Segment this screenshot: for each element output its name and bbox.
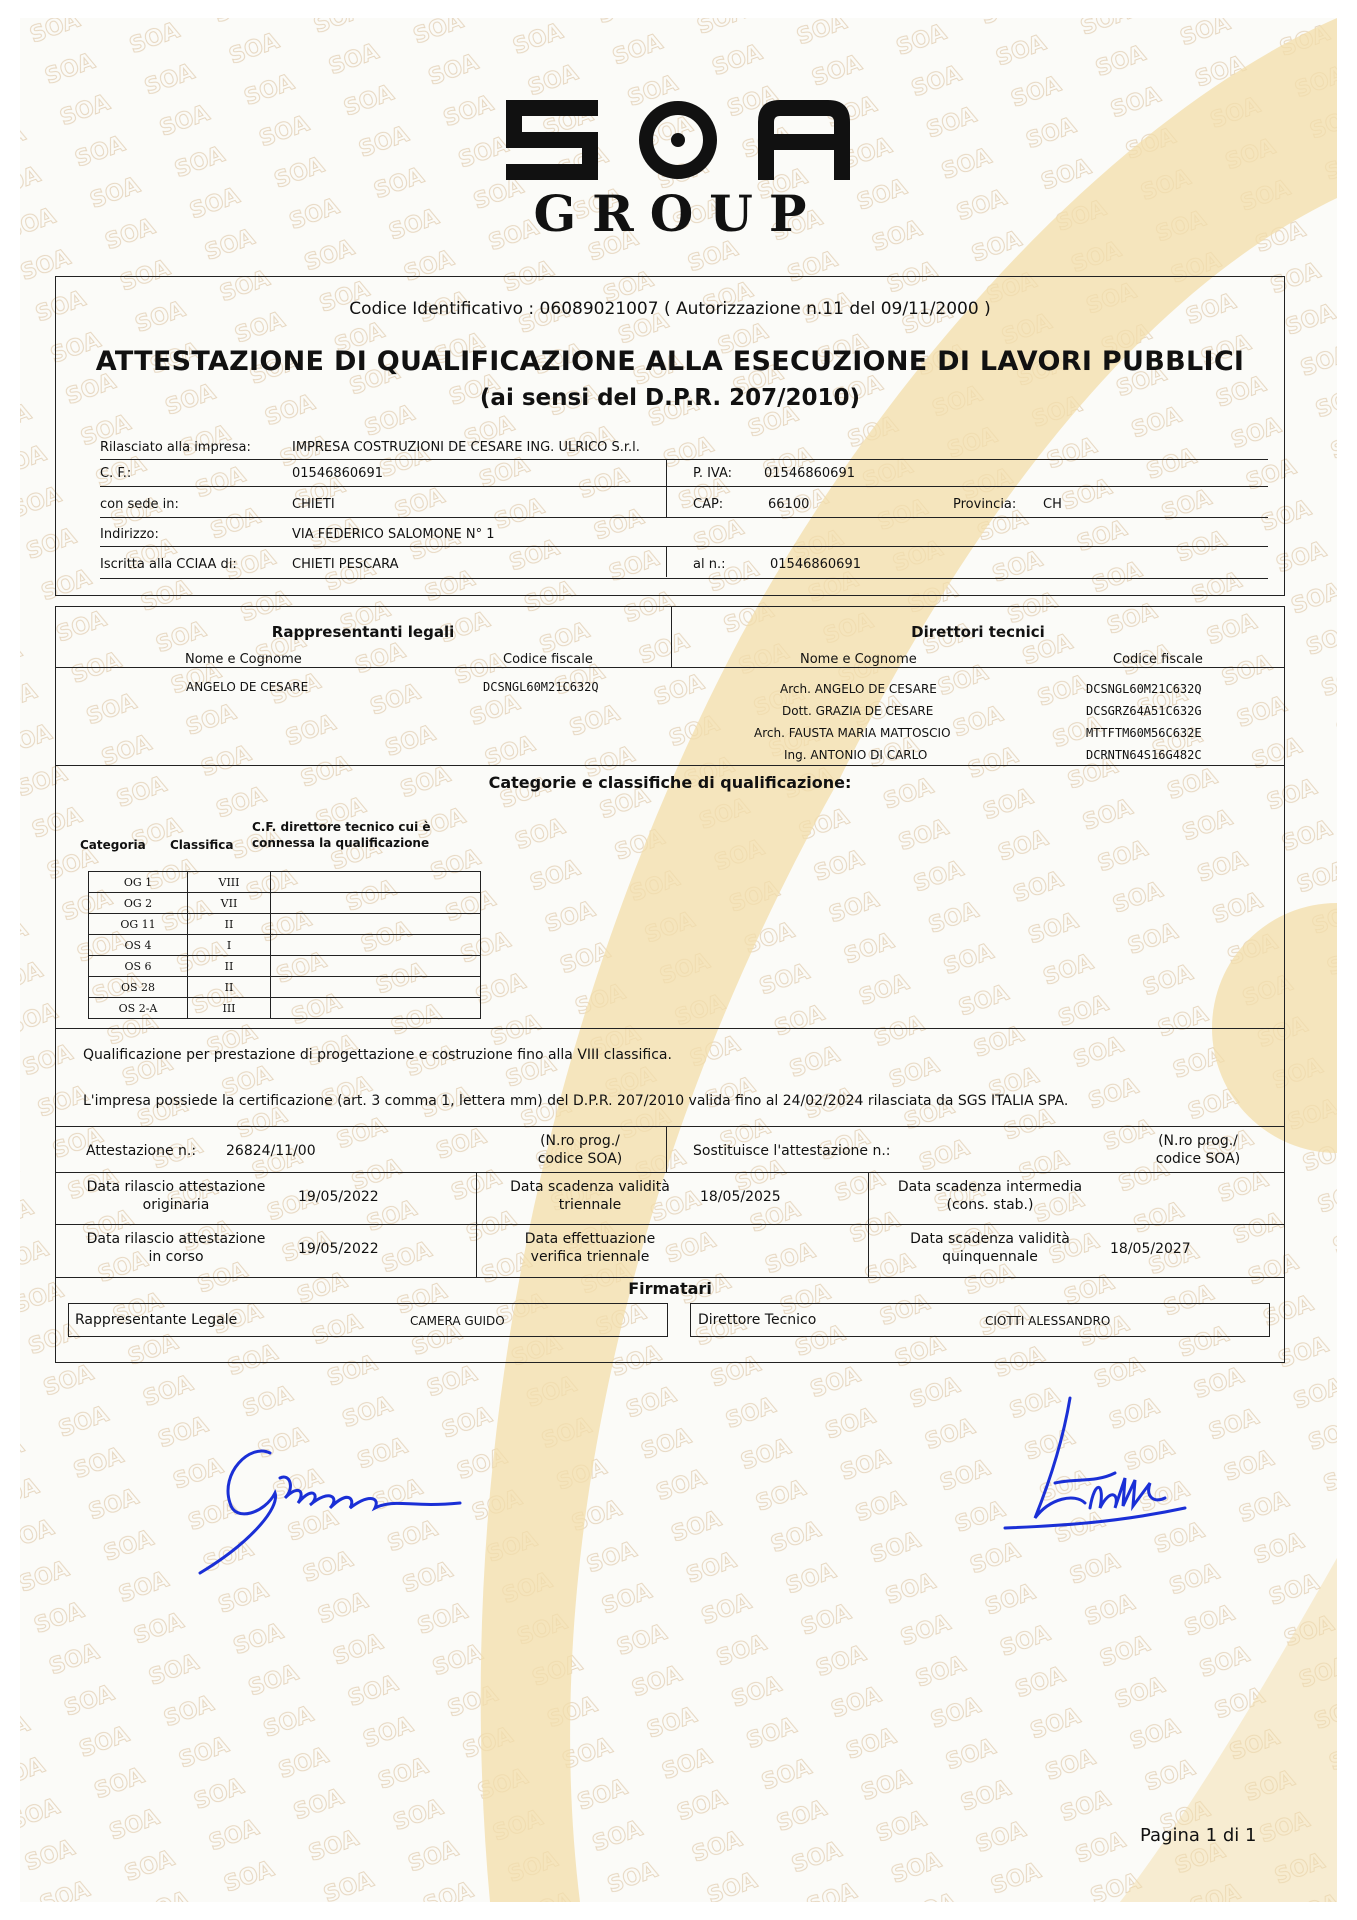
tecnici-cf: MTTFTM60M56C632E xyxy=(1086,726,1202,740)
classifica-cell: II xyxy=(188,977,271,998)
divider xyxy=(100,578,1268,579)
cf-cell xyxy=(271,893,481,914)
table-row xyxy=(89,914,481,935)
piva-label: P. IVA: xyxy=(693,466,733,481)
nro-prog-line2: codice SOA) xyxy=(537,1151,623,1167)
divider xyxy=(100,546,1268,547)
firmatari-heading: Firmatari xyxy=(628,1279,712,1298)
divider xyxy=(100,486,1268,487)
scad-quinq-value: 18/05/2027 xyxy=(1110,1241,1191,1257)
tecnici-col-cf: Codice fiscale xyxy=(1113,652,1203,667)
divider xyxy=(476,1173,477,1277)
classifica-cell: VIII xyxy=(188,872,271,893)
tecnici-cf: DCRNTN64S16G482C xyxy=(1086,748,1202,762)
sede-value: CHIETI xyxy=(292,497,335,512)
sostituisce-label: Sostituisce l'attestazione n.: xyxy=(693,1143,891,1159)
divider xyxy=(56,667,1284,668)
classifica-cell: II xyxy=(188,956,271,977)
divider xyxy=(100,517,1268,518)
classifica-cell: II xyxy=(188,914,271,935)
categoria-cell: OS 2-A xyxy=(89,998,188,1019)
table-row xyxy=(89,998,481,1019)
header-box xyxy=(55,276,1285,596)
table-row xyxy=(89,893,481,914)
logo-group-text: GROUP xyxy=(533,184,823,243)
divider xyxy=(56,1172,1284,1173)
legali-heading: Rappresentanti legali xyxy=(271,623,455,641)
tecnici-col-nome: Nome e Cognome xyxy=(800,652,917,667)
cf-value: 01546860691 xyxy=(292,466,383,481)
verifica-line1: Data effettuazione xyxy=(524,1231,656,1247)
divider xyxy=(666,460,667,486)
classifica-cell: I xyxy=(188,935,271,956)
soa-logo-mark xyxy=(506,100,850,180)
legali-col-nome: Nome e Cognome xyxy=(185,652,302,667)
legali-cf: DCSNGL60M21C632Q xyxy=(483,680,599,694)
rilascio-orig-line1: Data rilascio attestazione xyxy=(86,1179,266,1195)
categoria-cell: OG 11 xyxy=(89,914,188,935)
certificate-page xyxy=(20,18,1337,1902)
note-progettazione: Qualificazione per prestazione di progettazione e costruzione fino alla VIII classifica. xyxy=(83,1047,672,1063)
cf-label: C. F.: xyxy=(100,466,132,481)
cciaa-value: CHIETI PESCARA xyxy=(292,557,399,572)
cf-cell xyxy=(271,956,481,977)
categorie-col-cf-line1: C.F. direttore tecnico cui è xyxy=(252,820,431,834)
cf-cell xyxy=(271,977,481,998)
verifica-line2: verifica triennale xyxy=(530,1249,650,1265)
cap-value: 66100 xyxy=(768,497,810,512)
categorie-col-classifica: Classifica xyxy=(170,838,234,852)
provincia-label: Provincia: xyxy=(953,497,1017,512)
rilascio-corso-line2: in corso xyxy=(148,1249,204,1265)
divider xyxy=(56,1277,1284,1278)
rilascio-orig-line2: originaria xyxy=(142,1197,210,1213)
document-subtitle: (ai sensi del D.P.R. 207/2010) xyxy=(479,385,861,411)
classifica-cell: VII xyxy=(188,893,271,914)
divider xyxy=(100,459,1268,460)
firmatario-legale-label: Rappresentante Legale xyxy=(75,1312,238,1328)
provincia-value: CH xyxy=(1043,497,1062,512)
scad-interm-line1: Data scadenza intermedia xyxy=(897,1179,1083,1195)
scad-quinq-line1: Data scadenza validità xyxy=(910,1231,1070,1247)
divider xyxy=(56,1126,1284,1127)
cf-cell xyxy=(271,914,481,935)
divider xyxy=(666,547,667,577)
aln-label: al n.: xyxy=(693,557,726,572)
table-row xyxy=(89,956,481,977)
cf-cell xyxy=(271,935,481,956)
cap-label: CAP: xyxy=(693,497,724,512)
codice-identificativo: Codice Identificativo : 06089021007 ( Autorizzazione n.11 del 09/11/2000 ) xyxy=(349,299,991,319)
tecnici-cf: DCSGRZ64A51C632G xyxy=(1086,704,1202,718)
aln-value: 01546860691 xyxy=(770,557,861,572)
divider xyxy=(56,1224,1284,1225)
rilascio-corso-value: 19/05/2022 xyxy=(298,1241,379,1257)
document-title: ATTESTAZIONE DI QUALIFICAZIONE ALLA ESECUZIONE DI LAVORI PUBBLICI xyxy=(95,346,1245,377)
tecnici-cf: DCSNGL60M21C632Q xyxy=(1086,682,1202,696)
scad-trien-value: 18/05/2025 xyxy=(700,1189,781,1205)
page-number: Pagina 1 di 1 xyxy=(1140,1825,1257,1846)
nro-prog2-line2: codice SOA) xyxy=(1155,1151,1241,1167)
cf-cell xyxy=(271,872,481,893)
categorie-table xyxy=(88,871,481,1019)
tecnici-nome: Ing. ANTONIO DI CARLO xyxy=(784,748,928,762)
categoria-cell: OS 6 xyxy=(89,956,188,977)
legali-col-cf: Codice fiscale xyxy=(503,652,593,667)
legali-nome: ANGELO DE CESARE xyxy=(186,680,309,694)
scad-trien-line2: triennale xyxy=(558,1197,622,1213)
note-certificazione: L'impresa possiede la certificazione (art. 3 comma 1, lettera mm) del D.P.R. 207/2010 valida fino al 24/02/2024 rilasciata da SGS ITALIA SPA. xyxy=(83,1093,1069,1109)
scad-trien-line1: Data scadenza validità xyxy=(510,1179,670,1195)
tecnici-nome: Arch. ANGELO DE CESARE xyxy=(780,682,937,696)
categoria-cell: OG 2 xyxy=(89,893,188,914)
tecnici-heading: Direttori tecnici xyxy=(911,623,1045,641)
signature-right xyxy=(995,1388,1195,1538)
firmatario-tecnico-name: CIOTTI ALESSANDRO xyxy=(985,1314,1111,1328)
divider xyxy=(666,487,667,517)
signature-left xyxy=(180,1413,500,1593)
nro-prog2-line1: (N.ro prog./ xyxy=(1158,1133,1238,1149)
rilascio-orig-value: 19/05/2022 xyxy=(298,1189,379,1205)
attestazione-label: Attestazione n.: xyxy=(86,1143,197,1159)
attestazione-value: 26824/11/00 xyxy=(226,1143,316,1159)
sede-label: con sede in: xyxy=(100,497,179,512)
categorie-col-cf-line2: connessa la qualificazione xyxy=(252,836,430,850)
divider xyxy=(56,765,1284,766)
indirizzo-label: Indirizzo: xyxy=(100,527,159,542)
indirizzo-value: VIA FEDERICO SALOMONE N° 1 xyxy=(292,527,495,542)
nro-prog-line1: (N.ro prog./ xyxy=(540,1133,620,1149)
tecnici-nome: Dott. GRAZIA DE CESARE xyxy=(782,704,934,718)
cf-cell xyxy=(271,998,481,1019)
categorie-heading: Categorie e classifiche di qualificazione: xyxy=(488,773,852,792)
scad-quinq-line2: quinquennale xyxy=(942,1249,1038,1265)
categoria-cell: OG 1 xyxy=(89,872,188,893)
categoria-cell: OS 4 xyxy=(89,935,188,956)
rilascio-corso-line1: Data rilascio attestazione xyxy=(86,1231,266,1247)
rilasciato-value: IMPRESA COSTRUZIONI DE CESARE ING. ULRICO S.r.l. xyxy=(292,440,640,455)
table-row xyxy=(89,977,481,998)
firmatario-tecnico-label: Direttore Tecnico xyxy=(698,1312,817,1328)
categoria-cell: OS 28 xyxy=(89,977,188,998)
scad-interm-line2: (cons. stab.) xyxy=(946,1197,1034,1213)
table-row xyxy=(89,872,481,893)
divider xyxy=(56,1028,1284,1029)
cciaa-label: Iscritta alla CCIAA di: xyxy=(100,557,237,572)
divider xyxy=(868,1173,869,1277)
tecnici-nome: Arch. FAUSTA MARIA MATTOSCIO xyxy=(754,726,951,740)
firmatario-legale-name: CAMERA GUIDO xyxy=(410,1314,505,1328)
table-row xyxy=(89,935,481,956)
divider xyxy=(666,1127,667,1172)
classifica-cell: III xyxy=(188,998,271,1019)
piva-value: 01546860691 xyxy=(764,466,855,481)
rilasciato-label: Rilasciato alla impresa: xyxy=(100,440,251,455)
categorie-col-categoria: Categoria xyxy=(80,838,146,852)
